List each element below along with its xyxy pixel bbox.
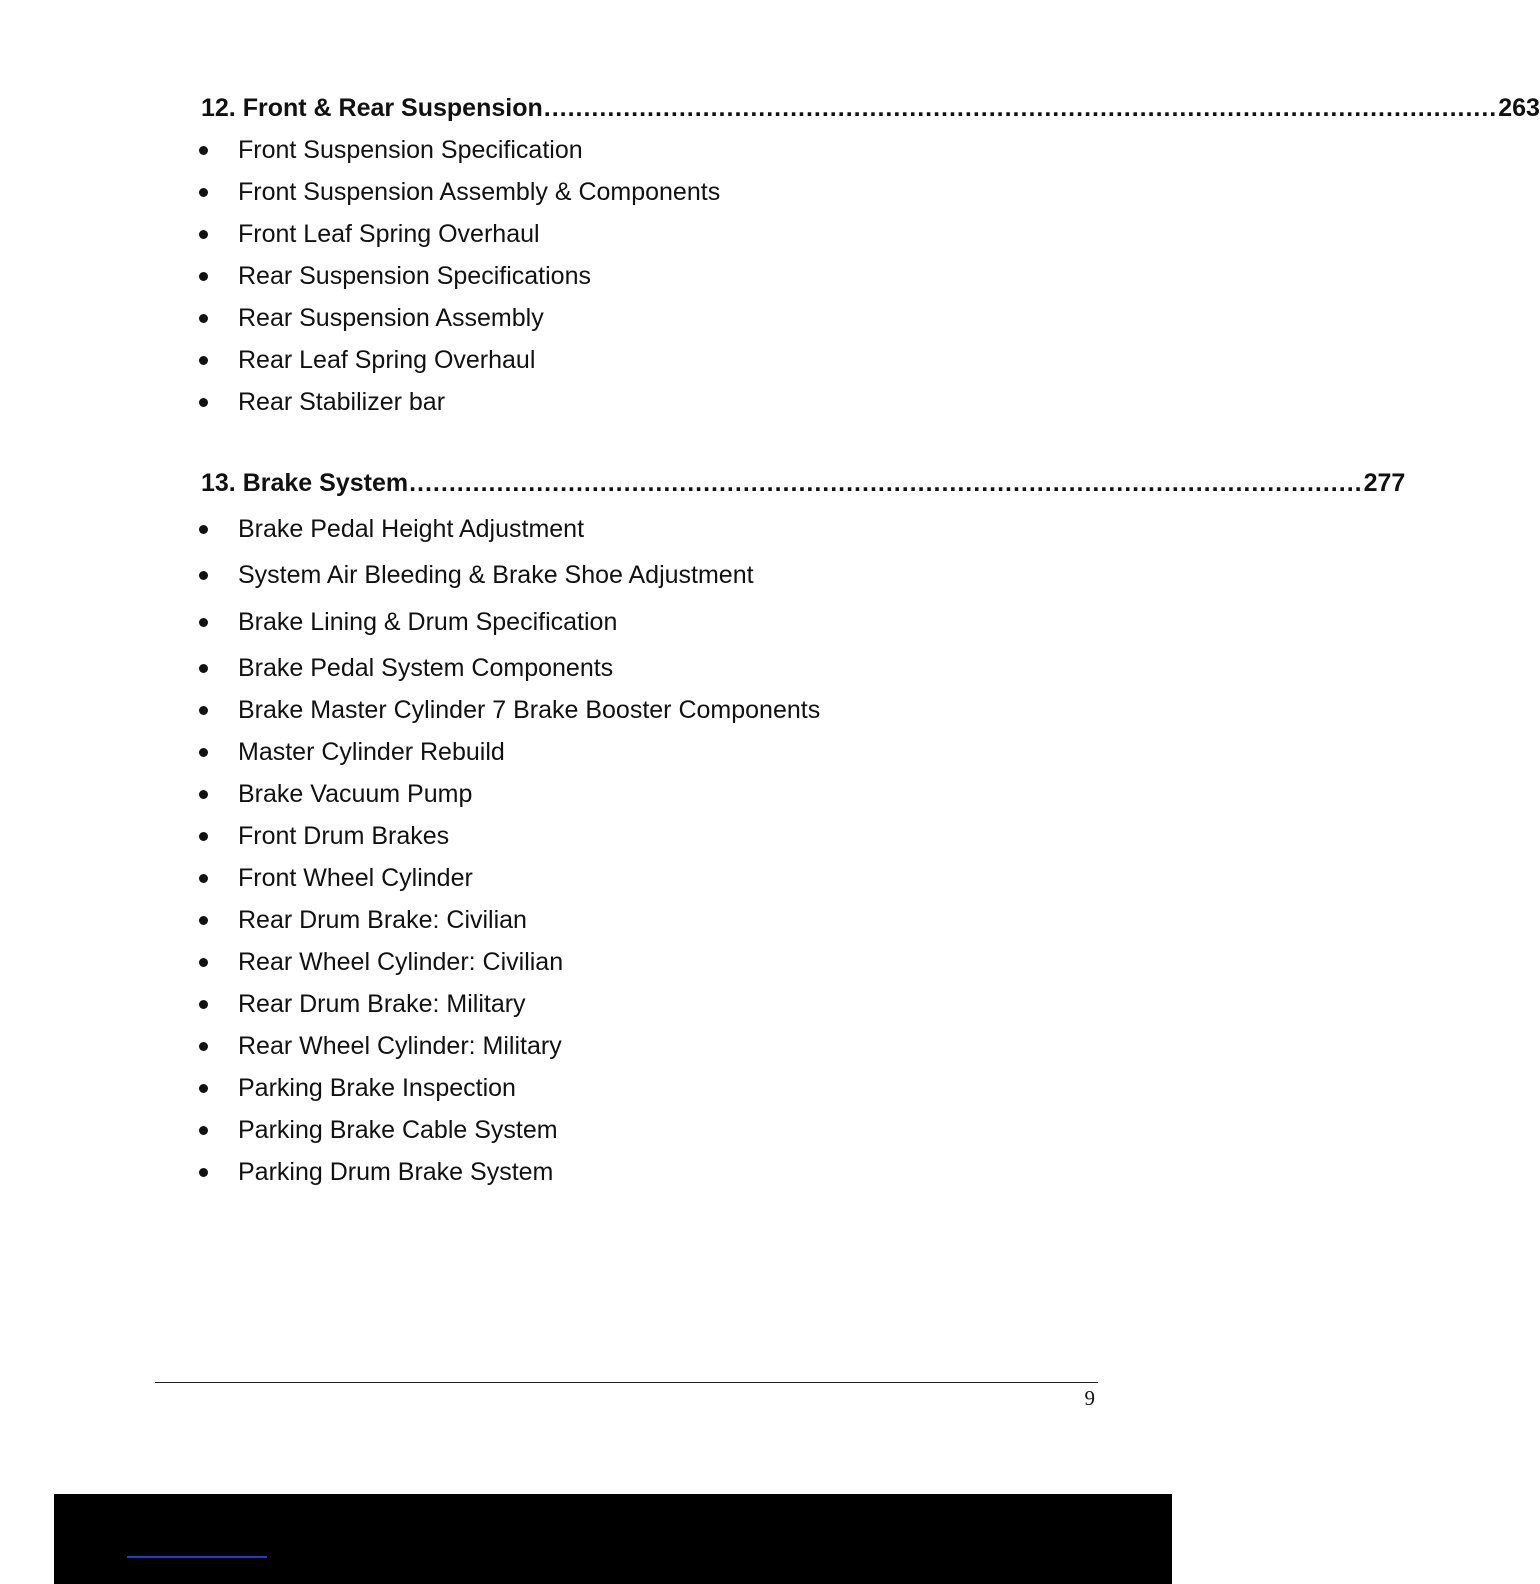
- bullet-icon: [199, 1084, 208, 1093]
- list-item-label: Front Suspension Specification: [238, 136, 583, 164]
- list-item-label: Brake Lining & Drum Specification: [238, 608, 618, 636]
- toc-page-number: 277: [1363, 469, 1406, 497]
- list-item: [199, 608, 617, 637]
- list-item-label: Parking Drum Brake System: [238, 1158, 554, 1186]
- toc-heading-title: 12. Front & Rear Suspension: [201, 94, 543, 122]
- list-item-label: Parking Brake Cable System: [238, 1116, 558, 1144]
- list-item: [199, 1032, 562, 1061]
- bullet-icon: [199, 1000, 208, 1009]
- page-number: 9: [1084, 1386, 1095, 1410]
- bullet-icon: [199, 230, 208, 239]
- list-item: [199, 1074, 516, 1103]
- footer-divider: [155, 1382, 1098, 1383]
- list-item-label: Brake Master Cylinder 7 Brake Booster Components: [238, 696, 821, 724]
- bullet-icon: [199, 525, 208, 534]
- list-item: [199, 738, 505, 767]
- list-item-label: Rear Drum Brake: Military: [238, 990, 526, 1018]
- toc-heading-front-rear-suspension[interactable]: [201, 94, 1540, 123]
- list-item-label: System Air Bleeding & Brake Shoe Adjustment: [238, 561, 754, 589]
- scan-blue-line: [127, 1556, 267, 1558]
- list-item: [199, 1158, 553, 1187]
- list-item-label: Rear Leaf Spring Overhaul: [238, 346, 536, 374]
- bullet-icon: [199, 664, 208, 673]
- toc-leader-dots: ........................................................................................................................: [543, 94, 1498, 122]
- bullet-icon: [199, 398, 208, 407]
- list-item: [199, 1116, 558, 1145]
- list-item-label: Parking Brake Inspection: [238, 1074, 516, 1102]
- bullet-icon: [199, 790, 208, 799]
- list-item-label: Brake Pedal System Components: [238, 654, 614, 682]
- scan-black-bar: [54, 1494, 1172, 1584]
- list-item: [199, 388, 445, 417]
- bullet-icon: [199, 188, 208, 197]
- toc-heading-brake-system[interactable]: [201, 469, 1406, 498]
- list-item-label: Brake Vacuum Pump: [238, 780, 473, 808]
- bullet-icon: [199, 272, 208, 281]
- bullet-icon: [199, 618, 208, 627]
- list-item: [199, 346, 535, 375]
- list-item: [199, 178, 720, 207]
- list-item: [199, 136, 583, 165]
- list-item: [199, 906, 527, 935]
- list-item-label: Brake Pedal Height Adjustment: [238, 515, 585, 543]
- bullet-icon: [199, 356, 208, 365]
- list-item: [199, 515, 584, 544]
- list-item: [199, 262, 591, 291]
- bullet-icon: [199, 314, 208, 323]
- bullet-icon: [199, 958, 208, 967]
- list-item: [199, 822, 449, 851]
- list-item-label: Rear Suspension Assembly: [238, 304, 544, 332]
- list-item-label: Master Cylinder Rebuild: [238, 738, 505, 766]
- bullet-icon: [199, 832, 208, 841]
- list-item: [199, 780, 472, 809]
- bullet-icon: [199, 571, 208, 580]
- list-item: [199, 654, 613, 683]
- list-item-label: Front Wheel Cylinder: [238, 864, 473, 892]
- list-item-label: Front Leaf Spring Overhaul: [238, 220, 540, 248]
- list-item-label: Rear Wheel Cylinder: Civilian: [238, 948, 564, 976]
- list-item-label: Rear Stabilizer bar: [238, 388, 446, 416]
- list-item: [199, 948, 563, 977]
- toc-heading-title: 13. Brake System: [201, 469, 409, 497]
- list-item-label: Rear Drum Brake: Civilian: [238, 906, 527, 934]
- bullet-icon: [199, 1126, 208, 1135]
- toc-page-number: 263: [1498, 94, 1540, 122]
- bullet-icon: [199, 748, 208, 757]
- list-item: [199, 561, 754, 590]
- list-item-label: Front Drum Brakes: [238, 822, 450, 850]
- bullet-icon: [199, 146, 208, 155]
- list-item-label: Rear Wheel Cylinder: Military: [238, 1032, 562, 1060]
- list-item: [199, 864, 473, 893]
- bullet-icon: [199, 916, 208, 925]
- toc-leader-dots: ........................................................................................................................: [409, 469, 1363, 497]
- bullet-icon: [199, 1042, 208, 1051]
- list-item: [199, 304, 544, 333]
- bullet-icon: [199, 706, 208, 715]
- bullet-icon: [199, 1168, 208, 1177]
- list-item-label: Front Suspension Assembly & Components: [238, 178, 721, 206]
- list-item: [199, 696, 820, 725]
- list-item: [199, 220, 540, 249]
- list-item-label: Rear Suspension Specifications: [238, 262, 591, 290]
- bullet-icon: [199, 874, 208, 883]
- list-item: [199, 990, 526, 1019]
